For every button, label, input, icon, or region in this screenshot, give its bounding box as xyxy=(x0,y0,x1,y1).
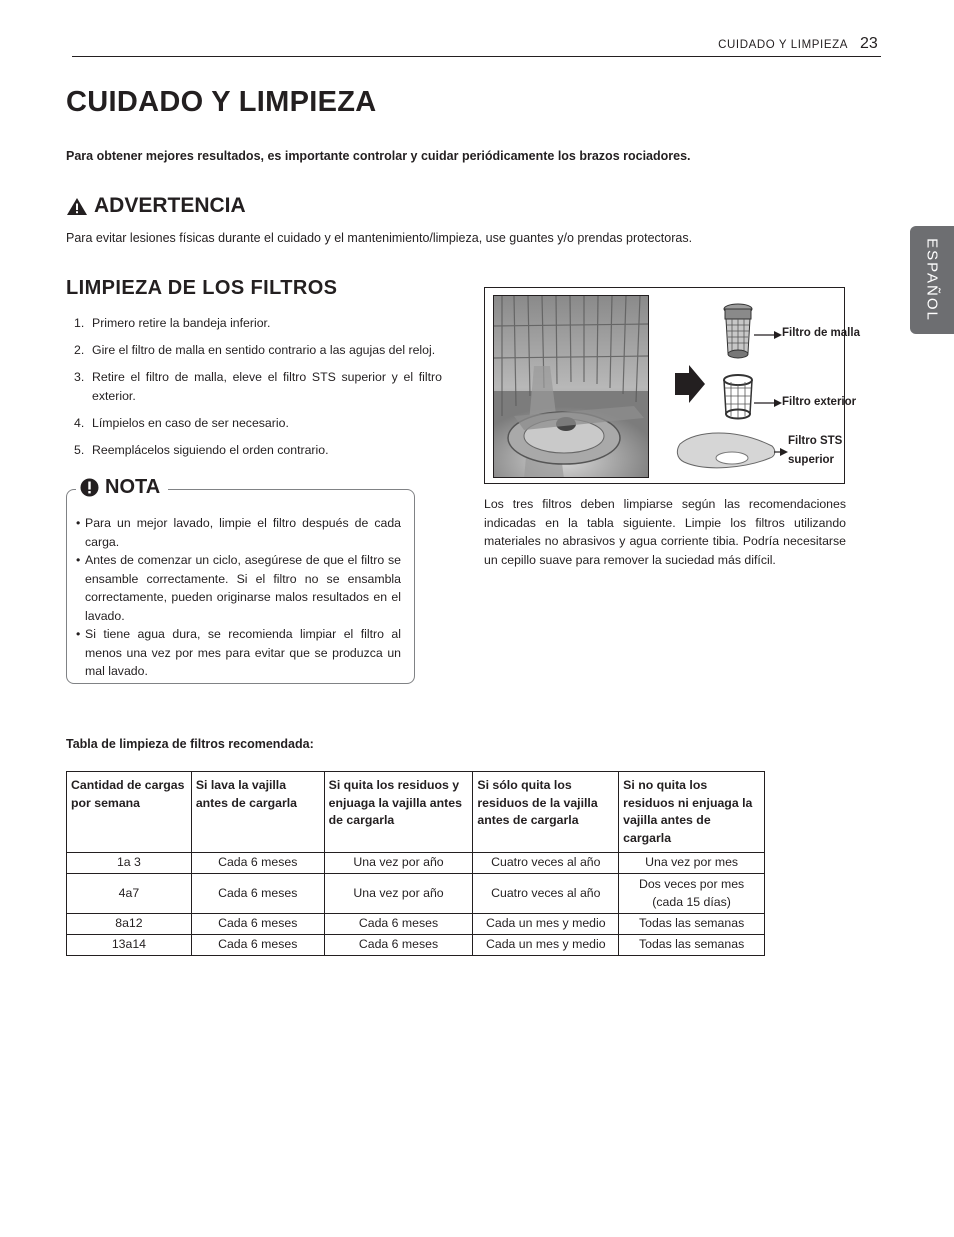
bullet: • xyxy=(76,627,81,641)
table-cell: Todas las semanas xyxy=(619,914,765,935)
column-header: Si sólo quita los residuos de la vajilla antes de cargarla xyxy=(473,772,619,853)
column-header: Si no quita los residuos ni enjuaga la vajilla antes de cargarla xyxy=(619,772,765,853)
step-text: Gire el filtro de malla en sentido contrario a las agujas del reloj. xyxy=(92,343,436,357)
bullet: • xyxy=(76,516,81,530)
note-text: Para un mejor lavado, limpie el filtro después de cada carga. xyxy=(85,516,401,549)
list-item xyxy=(76,551,401,625)
table-row xyxy=(67,853,765,874)
mesh-filter-label: Filtro de malla xyxy=(782,327,860,339)
list-item xyxy=(66,414,442,433)
step-text: Primero retire la bandeja inferior. xyxy=(92,316,271,330)
list-item xyxy=(66,368,442,406)
table-cell: Cada un mes y medio xyxy=(473,935,619,956)
step-text: Retire el filtro de malla, eleve el filtro STS superior y el filtro exterior. xyxy=(92,370,442,403)
step-text: Reemplácelos siguiendo el orden contrario. xyxy=(92,443,329,457)
table-cell: 13a14 xyxy=(67,935,192,956)
intro-text: Para obtener mejores resultados, es importante controlar y cuidar periódicamente los brazos rociadores. xyxy=(66,149,691,163)
step-number: 4. xyxy=(74,416,85,430)
table-header-row xyxy=(67,772,765,853)
list-item xyxy=(66,314,442,333)
mesh-filter-illustration xyxy=(722,303,782,361)
table-cell: 1a 3 xyxy=(67,853,192,874)
list-item xyxy=(66,441,442,460)
sts-filter-label-line1: Filtro STS xyxy=(788,435,843,447)
step-number: 3. xyxy=(74,370,85,384)
page-title: CUIDADO Y LIMPIEZA xyxy=(66,86,377,118)
table-row xyxy=(67,874,765,914)
table-cell: Cada 6 meses xyxy=(191,914,324,935)
sts-filter-label-line2: superior xyxy=(788,454,835,466)
warning-title: ADVERTENCIA xyxy=(94,194,246,217)
steps-list xyxy=(66,314,442,468)
column-header: Cantidad de cargas por semana xyxy=(67,772,192,853)
table-cell: Una vez por año xyxy=(324,874,473,914)
filter-cleaning-table xyxy=(66,771,765,956)
note-text: Si tiene agua dura, se recomienda limpiar el filtro al menos una vez por mes para evitar que se produzca un mal lavado. xyxy=(85,627,401,678)
warning-triangle-icon xyxy=(66,197,88,216)
table-cell: Cuatro veces al año xyxy=(473,874,619,914)
table-cell: 4a7 xyxy=(67,874,192,914)
column-header: Si lava la vajilla antes de cargarla xyxy=(191,772,324,853)
table-cell: Todas las semanas xyxy=(619,935,765,956)
table-caption: Tabla de limpieza de filtros recomendada: xyxy=(66,737,314,751)
table-row xyxy=(67,935,765,956)
language-tab-label: ESPAÑOL xyxy=(923,238,941,322)
list-item xyxy=(76,625,401,681)
table-cell: Cada 6 meses xyxy=(191,874,324,914)
step-number: 1. xyxy=(74,316,85,330)
outer-filter-label: Filtro exterior xyxy=(782,396,857,408)
table-cell: Una vez por año xyxy=(324,853,473,874)
running-header-section: CUIDADO Y LIMPIEZA xyxy=(718,39,848,51)
note-heading xyxy=(76,476,168,499)
table-cell: Una vez por mes xyxy=(619,853,765,874)
table-cell: Cuatro veces al año xyxy=(473,853,619,874)
exclamation-circle-icon xyxy=(80,478,99,497)
column-header: Si quita los residuos y enjuaga la vajilla antes de cargarla xyxy=(324,772,473,853)
note-title: NOTA xyxy=(105,476,161,498)
sts-filter-illustration xyxy=(676,428,788,476)
step-number: 2. xyxy=(74,343,85,357)
step-number: 5. xyxy=(74,443,85,457)
warning-text: Para evitar lesiones físicas durante el cuidado y el mantenimiento/limpieza, use guantes y/o prendas protectoras. xyxy=(66,231,693,245)
table-cell: Dos veces por mes (cada 15 días) xyxy=(619,874,765,914)
right-arrow-icon xyxy=(675,365,705,403)
page-number: 23 xyxy=(860,35,878,52)
list-item xyxy=(76,514,401,551)
note-text: Antes de comenzar un ciclo, asegúrese de que el filtro se ensamble correctamente. Si el filtro no se ensambla correctamente, pueden originarse malos resultados en el lavado. xyxy=(85,553,401,623)
language-tab xyxy=(910,226,954,334)
bullet: • xyxy=(76,553,81,567)
header-rule xyxy=(72,56,881,57)
table-cell: Cada un mes y medio xyxy=(473,914,619,935)
table-cell: Cada 6 meses xyxy=(324,914,473,935)
table-cell: Cada 6 meses xyxy=(191,853,324,874)
warning-heading xyxy=(66,194,246,218)
filters-section-title: LIMPIEZA DE LOS FILTROS xyxy=(66,277,338,299)
step-text: Límpielos en caso de ser necesario. xyxy=(92,416,289,430)
table-cell: Cada 6 meses xyxy=(324,935,473,956)
note-list xyxy=(76,514,401,681)
figure-paragraph: Los tres filtros deben limpiarse según las recomendaciones indicadas en la tabla siguiente. Limpie los filtros utilizando materiales no abrasivos y agua corriente tibia. Podría necesitarse un cepillo suave para remover la suciedad más difícil. xyxy=(484,497,846,567)
table-cell: 8a12 xyxy=(67,914,192,935)
table-row xyxy=(67,914,765,935)
list-item xyxy=(66,341,442,360)
outer-filter-illustration xyxy=(722,372,782,422)
table-cell: Cada 6 meses xyxy=(191,935,324,956)
dishwasher-photo xyxy=(493,295,649,478)
